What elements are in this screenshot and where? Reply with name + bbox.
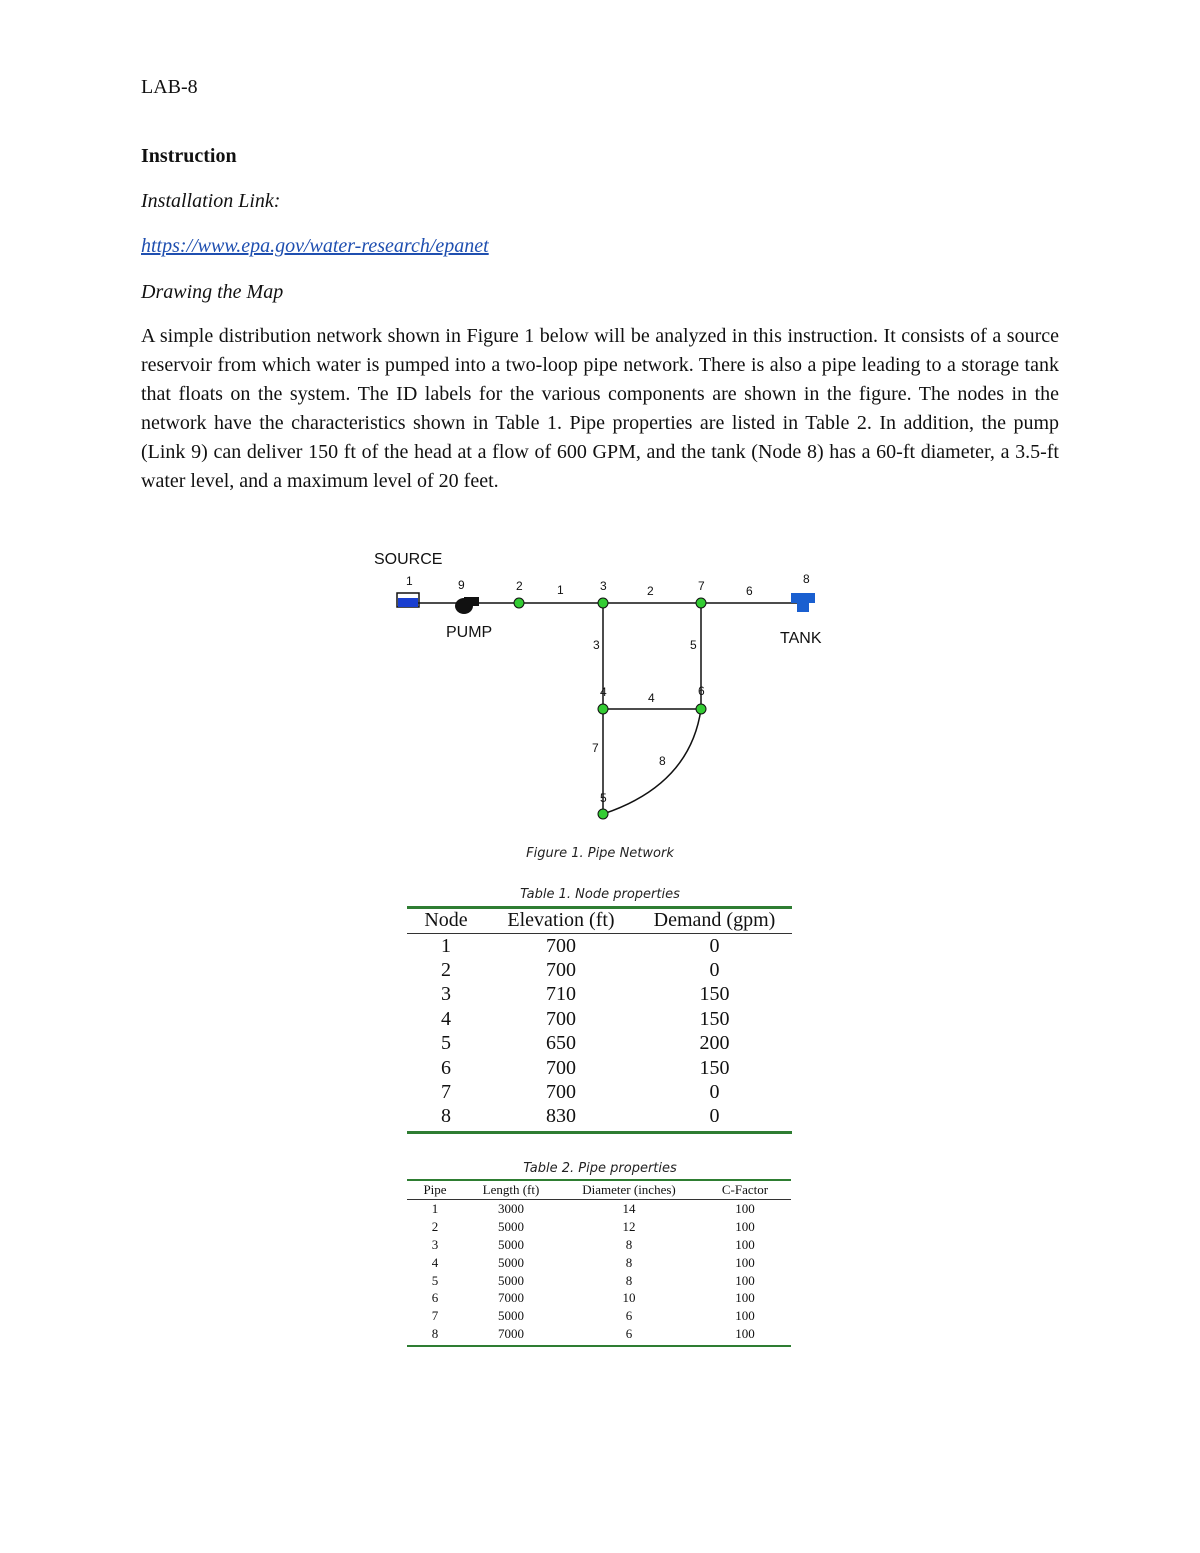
tank-label: TANK xyxy=(780,630,822,647)
table-row xyxy=(407,1236,791,1254)
table-cell: 3 xyxy=(441,983,451,1006)
pump-icon xyxy=(455,597,479,614)
table-cell: 700 xyxy=(546,959,576,982)
table-cell: 700 xyxy=(546,1056,576,1079)
drawing-map-title: Drawing the Map xyxy=(141,281,284,303)
junction-node-3 xyxy=(598,598,608,608)
table-cell: 710 xyxy=(546,983,576,1006)
table-cell: 700 xyxy=(546,1081,576,1104)
intro-paragraph: A simple distribution network shown in Figure 1 below will be analyzed in this instruction. It consists of a source reservoir from which water is pumped into a two-loop pipe network. There is also a pipe leading to a storage tank that floats on the system. The ID labels for the various components are shown in the figure. The nodes in the network have the characteristics shown in Table 1. Pipe properties are listed in Table 2. In addition, the pump (Link 9) can deliver 150 ft of the head at a flow of 600 GPM, and the tank (Node 8) has a 60-ft diameter, a 3.5-ft water level, and a maximum level of 20 feet. xyxy=(141,325,1059,492)
junction-node-6 xyxy=(696,704,706,714)
source-label: SOURCE xyxy=(374,551,443,568)
table-cell: 100 xyxy=(735,1272,755,1288)
table-cell: 100 xyxy=(735,1218,755,1234)
table-cell: 4 xyxy=(441,1007,451,1030)
table-cell: 0 xyxy=(709,934,720,957)
table-cell: 3 xyxy=(431,1236,439,1252)
table1-bottom-rule xyxy=(407,1131,792,1134)
table-cell: 5 xyxy=(441,1032,451,1055)
table-cell: 5000 xyxy=(498,1254,524,1270)
table-row xyxy=(407,1200,791,1218)
table-row xyxy=(407,1272,791,1290)
table-cell: 5 xyxy=(431,1272,439,1288)
epanet-link[interactable]: https://www.epa.gov/water-research/epanet xyxy=(141,235,489,257)
table-cell: 650 xyxy=(546,1032,576,1055)
table-cell: 700 xyxy=(546,1007,576,1030)
link-3-label: 3 xyxy=(593,638,600,652)
table-cell: 100 xyxy=(735,1290,755,1306)
table-cell: 8 xyxy=(625,1272,633,1288)
table-cell: 7000 xyxy=(498,1326,524,1342)
table2-caption: Table 2. Pipe properties xyxy=(523,1161,677,1176)
table-cell: 12 xyxy=(622,1218,636,1234)
table-cell: 7 xyxy=(441,1081,451,1104)
node-3-label: 3 xyxy=(600,579,607,593)
table-row xyxy=(407,1218,791,1236)
node-4-label: 4 xyxy=(600,685,607,699)
table-cell: 10 xyxy=(622,1290,636,1306)
table-cell: 5000 xyxy=(498,1218,524,1234)
pipe-network-figure xyxy=(360,540,840,830)
table-cell: 100 xyxy=(735,1236,755,1252)
table-cell: 830 xyxy=(546,1105,576,1128)
table-cell: 6 xyxy=(431,1290,439,1306)
table-cell: 7 xyxy=(431,1308,439,1324)
figure-caption: Figure 1. Pipe Network xyxy=(526,846,674,861)
pump-label: PUMP xyxy=(446,624,493,641)
table-cell: 5000 xyxy=(498,1308,524,1324)
table-cell: 8 xyxy=(441,1105,451,1128)
table-cell: 150 xyxy=(699,1056,730,1079)
pipe-properties-table xyxy=(407,1181,791,1343)
table-cell: 6 xyxy=(625,1308,633,1324)
table-cell: 200 xyxy=(699,1032,730,1055)
table2-bottom-rule xyxy=(407,1345,791,1347)
link-5-label: 5 xyxy=(690,638,697,652)
table-cell: 6 xyxy=(441,1056,451,1079)
table-cell: 14 xyxy=(622,1200,636,1216)
pipe-8 xyxy=(603,709,701,814)
link-9-label: 9 xyxy=(458,578,465,592)
node-properties-table xyxy=(407,907,792,1129)
link-2-label: 2 xyxy=(647,584,654,598)
table-header-cell: Pipe xyxy=(407,1181,463,1200)
table-cell: 100 xyxy=(735,1308,755,1324)
table-cell: 1 xyxy=(431,1200,439,1216)
table-header-cell: Elevation (ft) xyxy=(485,907,637,934)
table-row xyxy=(407,1032,792,1056)
table-header-cell: C-Factor xyxy=(699,1181,791,1200)
table-row xyxy=(407,958,792,982)
table-cell: 100 xyxy=(735,1254,755,1270)
node-7-label: 7 xyxy=(698,579,705,593)
junction-node-5 xyxy=(598,809,608,819)
node-6-label: 6 xyxy=(698,684,705,698)
reservoir-icon xyxy=(397,593,419,607)
link-1-label: 1 xyxy=(557,583,564,597)
link-4-label: 4 xyxy=(648,691,655,705)
table-row xyxy=(407,934,792,959)
table-row xyxy=(407,983,792,1007)
table-cell: 8 xyxy=(625,1236,633,1252)
table-row xyxy=(407,1007,792,1031)
table-row xyxy=(407,1105,792,1129)
table-cell: 100 xyxy=(735,1200,755,1216)
installation-label: Installation Link: xyxy=(141,190,281,212)
table-cell: 4 xyxy=(431,1254,439,1270)
table-cell: 6 xyxy=(625,1326,633,1342)
table-cell: 7000 xyxy=(498,1290,524,1306)
table-row xyxy=(407,1080,792,1104)
table-cell: 0 xyxy=(709,1081,720,1104)
node-8-label: 8 xyxy=(803,572,810,586)
table-cell: 1 xyxy=(441,934,451,957)
junction-node-7 xyxy=(696,598,706,608)
table-row xyxy=(407,1289,791,1307)
table-cell: 0 xyxy=(709,959,720,982)
document-header: LAB-8 xyxy=(141,76,198,98)
node-5-label: 5 xyxy=(600,791,607,805)
link-8-label: 8 xyxy=(659,754,666,768)
table-cell: 2 xyxy=(431,1218,439,1234)
link-7-label: 7 xyxy=(592,741,599,755)
table-cell: 700 xyxy=(546,934,576,957)
table-cell: 5000 xyxy=(498,1272,524,1288)
node-2-label: 2 xyxy=(516,579,523,593)
junction-node-4 xyxy=(598,704,608,714)
table-cell: 8 xyxy=(431,1326,439,1342)
tank-icon xyxy=(791,593,815,612)
section-heading: Instruction xyxy=(141,145,237,167)
table-cell: 2 xyxy=(441,959,451,982)
node-1-label: 1 xyxy=(406,574,413,588)
link-6-label: 6 xyxy=(746,584,753,598)
table-header-cell: Demand (gpm) xyxy=(637,907,792,934)
table-row xyxy=(407,1307,791,1325)
table-cell: 150 xyxy=(699,1007,730,1030)
table-cell: 3000 xyxy=(498,1200,524,1216)
table-header-row xyxy=(407,907,792,934)
table-header-cell: Length (ft) xyxy=(463,1181,559,1200)
table-cell: 8 xyxy=(625,1254,633,1270)
table-cell: 150 xyxy=(699,983,730,1006)
table-cell: 100 xyxy=(735,1326,755,1342)
table-cell: 0 xyxy=(709,1105,720,1128)
table-row xyxy=(407,1254,791,1272)
junction-node-2 xyxy=(514,598,524,608)
table-row xyxy=(407,1056,792,1080)
table-row xyxy=(407,1325,791,1343)
table-header-cell: Node xyxy=(407,907,485,934)
table-header-cell: Diameter (inches) xyxy=(559,1181,699,1200)
table-header-row xyxy=(407,1181,791,1200)
table-cell: 5000 xyxy=(498,1236,524,1252)
table1-caption: Table 1. Node properties xyxy=(520,887,680,902)
